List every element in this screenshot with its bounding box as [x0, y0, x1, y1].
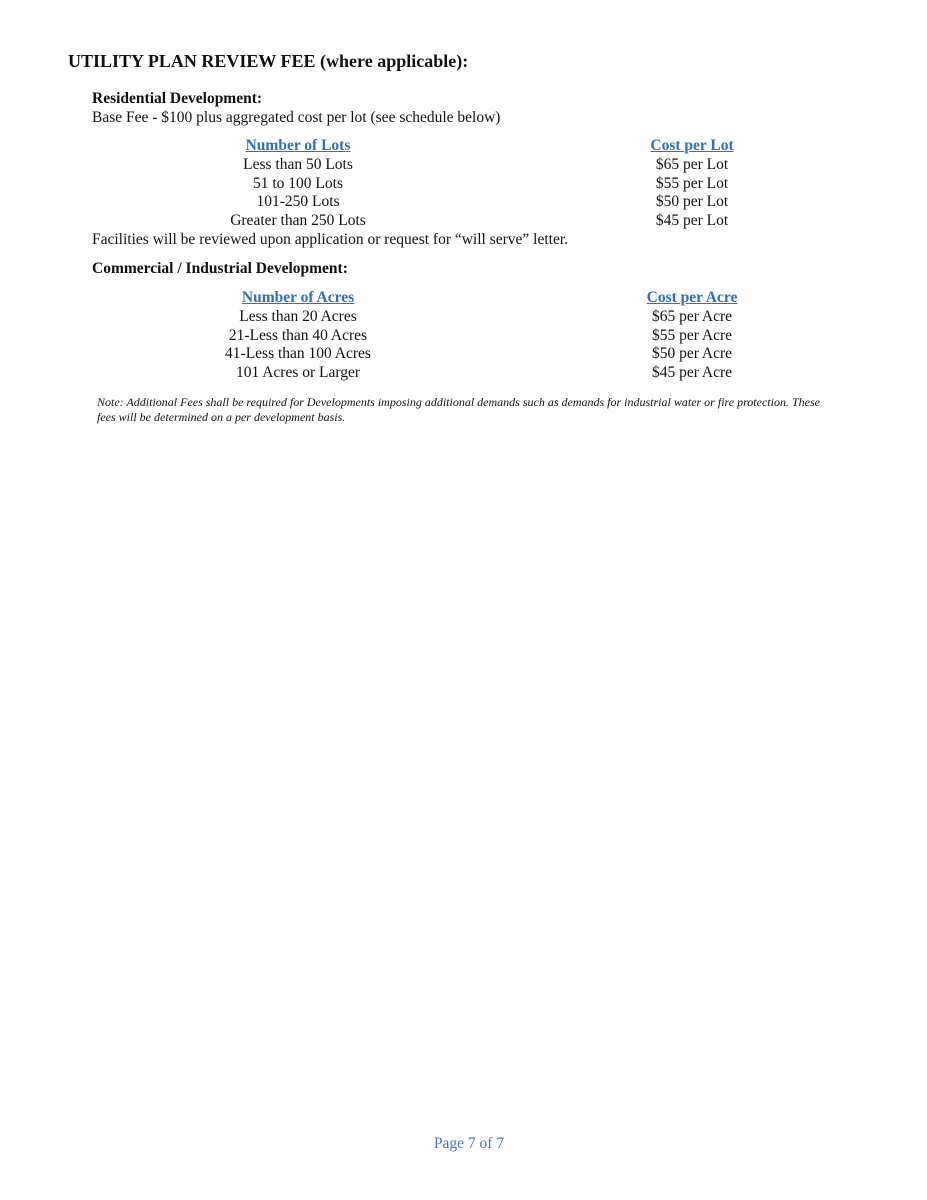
column-header-number-of-acres: Number of Acres	[241, 289, 355, 306]
commercial-fee-table	[0, 289, 927, 383]
table-row	[0, 364, 927, 383]
column-header-number-of-lots: Number of Lots	[245, 137, 351, 154]
acre-cost: $65 per Acre	[651, 307, 733, 325]
table-row	[0, 175, 927, 194]
lots-range: Less than 50 Lots	[243, 155, 353, 173]
page-number: Page 7 of 7	[433, 1135, 505, 1152]
lot-cost: $65 per Lot	[655, 155, 729, 173]
lot-cost: $50 per Lot	[655, 193, 729, 211]
acres-range: Less than 20 Acres	[239, 307, 357, 325]
table-row	[0, 345, 927, 364]
table-header-row	[0, 137, 927, 156]
additional-fees-note: Note: Additional Fees shall be required for Developments imposing additional demands such as demands for industrial water or fire protection. These fees will be determined on a per development basis.	[97, 395, 820, 424]
lots-range: Greater than 250 Lots	[230, 212, 366, 230]
lot-cost: $55 per Lot	[655, 174, 729, 192]
table-row	[0, 212, 927, 231]
table-row	[0, 156, 927, 175]
lots-range: 51 to 100 Lots	[253, 174, 343, 192]
residential-heading: Residential Development:	[92, 90, 263, 107]
acres-range: 21-Less than 40 Acres	[228, 326, 368, 344]
page-title: UTILITY PLAN REVIEW FEE (where applicable):	[68, 51, 469, 71]
acres-range: 41-Less than 100 Acres	[225, 345, 371, 363]
acre-cost: $50 per Acre	[651, 345, 733, 363]
table-row	[0, 327, 927, 346]
commercial-heading: Commercial / Industrial Development:	[92, 260, 348, 277]
table-row	[0, 308, 927, 327]
lot-cost: $45 per Lot	[655, 212, 729, 230]
column-header-cost-per-acre: Cost per Acre	[646, 289, 738, 306]
acre-cost: $45 per Acre	[651, 364, 733, 382]
column-header-cost-per-lot: Cost per Lot	[650, 137, 734, 154]
acre-cost: $55 per Acre	[651, 326, 733, 344]
base-fee-text: Base Fee - $100 plus aggregated cost per lot (see schedule below)	[92, 109, 501, 126]
acres-range: 101 Acres or Larger	[235, 364, 361, 382]
lots-range: 101-250 Lots	[256, 193, 340, 211]
table-header-row	[0, 289, 927, 308]
residential-fee-table	[0, 137, 927, 231]
table-row	[0, 193, 927, 212]
facilities-note: Facilities will be reviewed upon application or request for “will serve” letter.	[92, 231, 569, 248]
